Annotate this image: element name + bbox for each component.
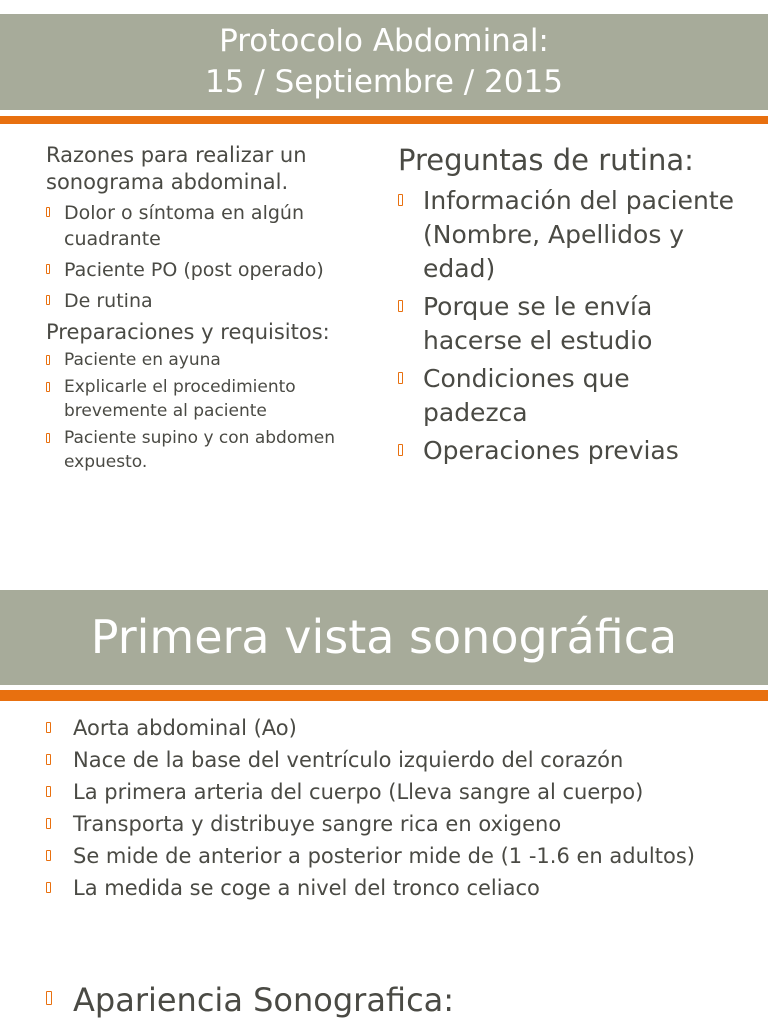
bullet-icon — [46, 207, 50, 217]
list-item: Porque se le envía hacerse el estudio — [398, 290, 738, 358]
requirements-list — [46, 348, 376, 474]
bullet-icon — [46, 850, 51, 861]
list-item: La primera arteria del cuerpo (Lleva sangre al cuerpo) — [46, 778, 746, 806]
bullet-icon — [46, 991, 52, 1005]
list-item: Dolor o síntoma en algún cuadrante — [46, 200, 376, 252]
bullet-icon — [398, 300, 403, 312]
list-item: Nace de la base del ventrículo izquierdo del corazón — [46, 746, 746, 774]
slide1-title-band — [0, 14, 768, 110]
slide2-accent-rule — [0, 690, 768, 701]
aorta-facts-list — [46, 714, 746, 902]
slide1-title-line2: 15 / Septiembre / 2015 — [205, 64, 563, 100]
reasons-heading: Razones para realizar un sonograma abdominal. — [46, 143, 307, 194]
slide1-title-line1: Protocolo Abdominal: — [219, 23, 549, 59]
slide2-title-band — [0, 590, 768, 685]
requirements-heading: Preparaciones y requisitos: — [46, 320, 330, 344]
bullet-icon — [398, 194, 403, 206]
slide1-left-column — [46, 142, 376, 477]
list-item: Operaciones previas — [398, 434, 738, 468]
list-item: Paciente en ayuna — [46, 348, 376, 372]
bullet-icon — [46, 754, 51, 765]
list-item: Transporta y distribuye sangre rica en oxigeno — [46, 810, 746, 838]
bullet-icon — [46, 722, 51, 733]
bullet-icon — [46, 382, 50, 392]
list-item: Paciente supino y con abdomen expuesto. — [46, 426, 376, 474]
list-item: Se mide de anterior a posterior mide de (1 -1.6 en adultos) — [46, 842, 746, 870]
reasons-list — [46, 200, 376, 314]
list-item: De rutina — [46, 288, 376, 314]
bullet-icon — [46, 786, 51, 797]
bullet-icon — [46, 433, 50, 443]
list-item: Paciente PO (post operado) — [46, 257, 376, 283]
bullet-icon — [46, 264, 50, 274]
sonographic-appearance-heading: Apariencia Sonografica: — [46, 978, 768, 1022]
bullet-icon — [46, 882, 51, 893]
list-item: Condiciones que padezca — [398, 362, 738, 430]
list-item: La medida se coge a nivel del tronco celiaco — [46, 874, 746, 902]
slide2-list — [46, 714, 746, 906]
bullet-icon — [398, 444, 403, 456]
slide2-title: Primera vista sonográfica — [90, 610, 678, 664]
bullet-icon — [398, 372, 403, 384]
list-item: Información del paciente (Nombre, Apellidos y edad) — [398, 184, 738, 286]
bullet-icon — [46, 818, 51, 829]
questions-list — [398, 184, 738, 468]
questions-heading: Preguntas de rutina: — [398, 143, 694, 177]
list-item: Aorta abdominal (Ao) — [46, 714, 746, 742]
slide1-right-column — [398, 141, 738, 472]
bullet-icon — [46, 295, 50, 305]
list-item: Explicarle el procedimiento brevemente al paciente — [46, 375, 376, 423]
slide1-accent-rule — [0, 116, 768, 124]
bullet-icon — [46, 355, 50, 365]
